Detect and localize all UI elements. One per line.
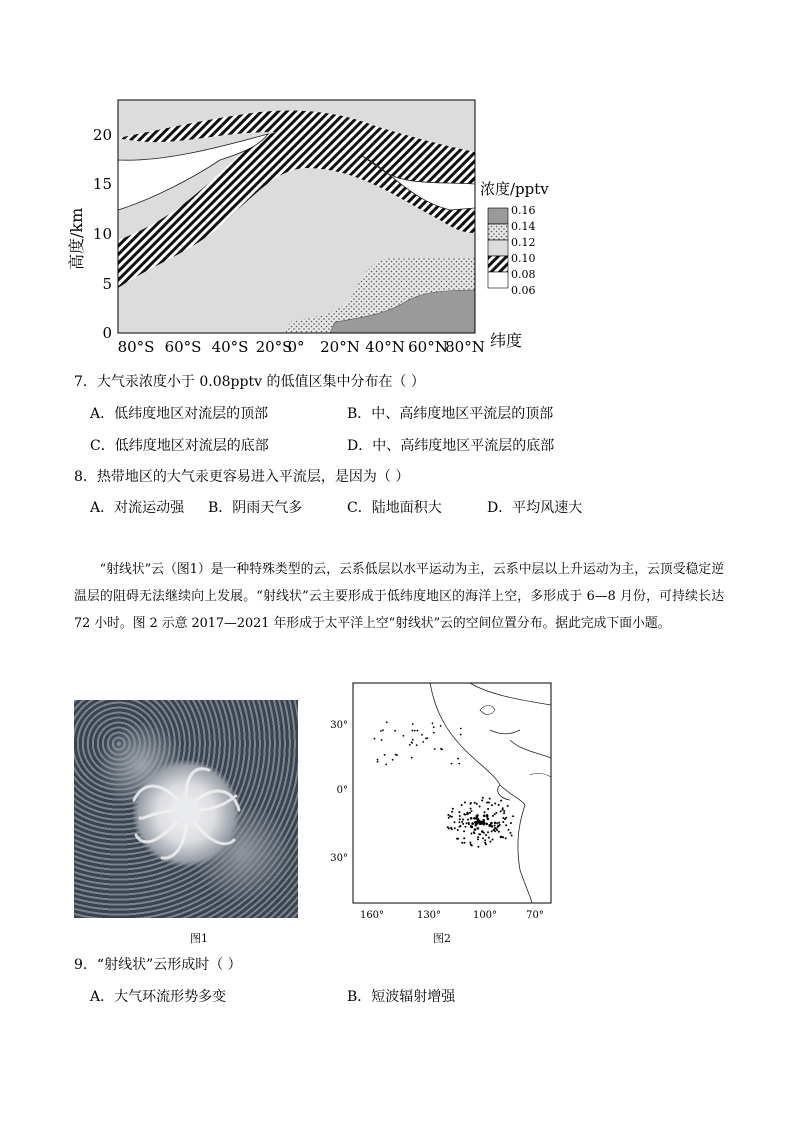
- cloud-point: [460, 825, 462, 827]
- cloud-point: [503, 810, 505, 812]
- legend-value: 0.06: [511, 284, 536, 297]
- cloud-point: [488, 802, 490, 804]
- lon-label: 130°: [416, 910, 442, 921]
- x-axis-label: 纬度: [490, 331, 523, 350]
- cross-section-svg: [60, 90, 580, 360]
- cloud-point: [463, 837, 465, 839]
- cloud-point: [470, 803, 472, 805]
- legend-value: 0.16: [511, 204, 536, 217]
- cloud-point: [466, 822, 468, 824]
- cloud-point: [461, 804, 463, 806]
- cloud-point: [473, 831, 475, 833]
- cloud-point: [510, 822, 512, 824]
- q8-option-b[interactable]: B．阴雨天气多: [208, 500, 303, 516]
- cloud-point: [474, 828, 477, 831]
- cloud-point: [485, 823, 488, 826]
- cloud-point: [467, 819, 469, 821]
- x-tick: 20°S: [255, 338, 293, 356]
- cloud-point: [457, 829, 459, 831]
- cloud-point: [466, 812, 468, 814]
- cloud-point: [492, 815, 494, 817]
- cloud-swirl: [74, 700, 298, 918]
- cloud-point: [490, 841, 492, 843]
- x-tick: 40°S: [211, 338, 249, 356]
- cloud-point: [485, 834, 487, 836]
- cloud-point: [477, 818, 480, 821]
- cloud-point: [485, 843, 487, 845]
- cloud-point: [451, 811, 453, 813]
- fig2-caption: 图2: [433, 932, 451, 945]
- cloud-point: [381, 739, 383, 741]
- cloud-point: [459, 818, 461, 820]
- x-tick: 80°S: [117, 338, 155, 356]
- x-tick: 60°S: [164, 338, 202, 356]
- cloud-point: [395, 754, 397, 756]
- cloud-point: [447, 814, 449, 816]
- cloud-point: [502, 821, 504, 823]
- cloud-point: [493, 829, 495, 831]
- cloud-point: [465, 826, 467, 828]
- cloud-point: [497, 825, 499, 827]
- cloud-point: [459, 815, 461, 817]
- cloud-point: [500, 800, 502, 802]
- cloud-point: [411, 730, 413, 732]
- cloud-point: [490, 822, 493, 825]
- map-svg: [320, 680, 560, 922]
- cloud-point: [433, 732, 435, 734]
- cloud-point: [471, 822, 474, 825]
- cloud-point: [491, 825, 494, 828]
- lat-label: 30°: [330, 720, 348, 731]
- cloud-point: [470, 825, 473, 828]
- cloud-point: [486, 802, 488, 804]
- cloud-point: [500, 810, 502, 812]
- cloud-point: [412, 723, 414, 725]
- cloud-point: [473, 817, 476, 820]
- y-tick: 20: [92, 126, 112, 144]
- cloud-point: [382, 729, 384, 731]
- cloud-point: [462, 819, 464, 821]
- cloud-point: [426, 737, 428, 739]
- cloud-point: [377, 759, 379, 761]
- cloud-point: [458, 763, 460, 765]
- cloud-point: [460, 728, 462, 730]
- lat-labels: [330, 720, 348, 864]
- q8-option-a[interactable]: A．对流运动强: [90, 500, 185, 516]
- q7-option-a[interactable]: A．低纬度地区对流层的顶部: [90, 406, 269, 422]
- cloud-point: [484, 811, 486, 813]
- cloud-point: [457, 838, 459, 840]
- cloud-point: [461, 821, 463, 823]
- cloud-point: [416, 744, 418, 746]
- cloud-point: [458, 821, 460, 823]
- cloud-point: [409, 744, 411, 746]
- x-tick: 0°: [287, 338, 305, 356]
- cloud-point: [460, 734, 462, 736]
- cloud-point: [463, 813, 465, 815]
- cloud-point: [505, 824, 507, 826]
- lon-labels: [360, 910, 544, 921]
- cloud-point: [380, 730, 382, 732]
- cloud-point: [481, 821, 484, 824]
- cloud-point: [470, 808, 472, 810]
- cloud-point: [474, 821, 477, 824]
- q9-option-a[interactable]: A．大气环流形势多变: [90, 989, 227, 1005]
- cloud-point: [486, 814, 489, 817]
- cloud-point: [507, 805, 509, 807]
- cloud-point: [433, 726, 435, 728]
- q7-option-b[interactable]: B．中、高纬度地区平流层的顶部: [347, 406, 554, 422]
- cloud-point: [502, 809, 504, 811]
- cloud-point: [477, 827, 480, 830]
- cloud-point: [482, 797, 484, 799]
- cloud-point: [488, 837, 490, 839]
- cloud-point: [483, 815, 486, 818]
- cloud-point: [432, 723, 434, 725]
- cloud-point: [482, 837, 484, 839]
- cloud-point: [489, 798, 491, 800]
- fig1-caption: 图1: [190, 932, 208, 945]
- x-tick: 20°N: [320, 338, 360, 356]
- cloud-point: [462, 823, 464, 825]
- cloud-point: [461, 842, 463, 844]
- legend-value: 0.08: [511, 268, 536, 281]
- cloud-point: [469, 842, 471, 844]
- cloud-point: [457, 758, 459, 760]
- cloud-point: [502, 817, 504, 819]
- lon-label: 70°: [526, 910, 544, 921]
- mercury-cross-section-figure: [60, 90, 580, 360]
- cloud-point: [491, 804, 493, 806]
- passage-text: “射线状”云（图1）是一种特殊类型的云，云系低层以水平运动为主，云系中层以上升运动为主，云顶受稳定逆温层的阻碍无法继续向上发展。“射线状”云主要形成于低纬度地区的海洋上空，多形成于 6—8 月份，可持续长达 72 小时。图 2 示意 2017—2021 年形成于太平洋上空“射线状”云的空间位置分布。据此完成下面小题。: [74, 562, 724, 631]
- cloud-point: [411, 757, 413, 759]
- cloud-point: [447, 826, 449, 828]
- cloud-point: [377, 761, 379, 763]
- cloud-point: [464, 842, 466, 844]
- legend-value: 0.14: [511, 220, 536, 233]
- legend: [480, 180, 549, 297]
- cloud-point: [500, 836, 502, 838]
- cloud-point: [477, 846, 479, 848]
- cloud-point: [511, 835, 513, 837]
- cloud-point: [421, 734, 423, 736]
- cloud-point: [498, 804, 500, 806]
- q7-option-d[interactable]: D．中、高纬度地区平流层的底部: [347, 438, 555, 454]
- cloud-point: [448, 817, 450, 819]
- cloud-point: [484, 842, 486, 844]
- cloud-point: [477, 838, 479, 840]
- q7-option-c[interactable]: C．低纬度地区对流层的底部: [90, 438, 269, 454]
- q9-option-b[interactable]: B．短波辐射增强: [347, 989, 456, 1005]
- cloud-point: [484, 839, 486, 841]
- cloud-point: [481, 830, 484, 833]
- q8-option-d[interactable]: D．平均风速大: [487, 500, 583, 516]
- x-tick: 40°N: [365, 338, 405, 356]
- cloud-point: [476, 814, 479, 817]
- cloud-point: [450, 827, 452, 829]
- cloud-point: [487, 831, 489, 833]
- y-tick: 5: [102, 275, 112, 293]
- cloud-point: [498, 831, 500, 833]
- cloud-point: [496, 822, 498, 824]
- cloud-point: [505, 837, 507, 839]
- cloud-point: [508, 829, 510, 831]
- lat-label: 0°: [336, 785, 348, 796]
- cloud-point: [463, 830, 465, 832]
- cloud-point: [392, 759, 394, 761]
- cloud-point: [454, 827, 456, 829]
- y-axis-label: 高度/km: [67, 207, 86, 270]
- fig1-satellite-image: [74, 700, 298, 918]
- legend-value: 0.12: [511, 236, 536, 249]
- cloud-point: [498, 822, 500, 824]
- cloud-point: [464, 801, 466, 803]
- cloud-point: [374, 738, 376, 740]
- cloud-point: [489, 824, 492, 827]
- q9-stem: 9．“射线状”云形成时（ ）: [74, 957, 242, 973]
- legend-title: 浓度/pptv: [480, 180, 549, 198]
- cloud-point: [417, 730, 419, 732]
- cloud-point: [470, 817, 473, 820]
- q7-stem: 7．大气汞浓度小于 0.08pptv 的低值区集中分布在（ ）: [74, 374, 425, 390]
- cloud-point: [496, 829, 498, 831]
- cloud-point: [512, 815, 514, 817]
- cloud-point: [494, 803, 496, 805]
- cloud-point: [471, 845, 473, 847]
- lon-label: 100°: [472, 910, 498, 921]
- cloud-point: [412, 739, 414, 741]
- cloud-point: [505, 817, 507, 819]
- cloud-point: [469, 812, 471, 814]
- cloud-point: [451, 763, 453, 765]
- cloud-point: [454, 821, 456, 823]
- cloud-point: [458, 811, 460, 813]
- cloud-point: [495, 812, 497, 814]
- cloud-point: [478, 833, 480, 835]
- cloud-point: [384, 754, 386, 756]
- cloud-point: [477, 836, 479, 838]
- lat-label: 30°: [330, 853, 348, 864]
- x-axis: [118, 338, 485, 356]
- fig2-map: [320, 680, 560, 922]
- y-axis: [93, 126, 112, 342]
- cloud-point: [479, 806, 481, 808]
- cloud-point: [394, 730, 396, 732]
- cloud-point: [440, 725, 442, 727]
- cloud-point: [471, 810, 473, 812]
- cloud-point: [494, 813, 496, 815]
- cloud-point: [440, 748, 442, 750]
- cloud-point: [494, 822, 497, 825]
- cloud-point: [487, 818, 490, 821]
- lon-label: 160°: [359, 910, 385, 921]
- cloud-point: [503, 812, 505, 814]
- x-tick: 80°N: [445, 338, 485, 356]
- y-tick: 0: [102, 324, 112, 342]
- y-tick: 15: [92, 175, 112, 193]
- cloud-point: [476, 803, 478, 805]
- cloud-point: [470, 833, 472, 835]
- cloud-point: [481, 799, 483, 801]
- cloud-point: [411, 741, 413, 743]
- x-tick: 60°N: [408, 338, 448, 356]
- cloud-point: [510, 832, 512, 834]
- y-tick: 10: [92, 225, 112, 243]
- cloud-point: [494, 825, 496, 827]
- q8-stem: 8．热带地区的大气汞更容易进入平流层，是因为（ ）: [74, 469, 410, 485]
- cloud-point: [491, 830, 493, 832]
- cloud-point: [452, 808, 454, 810]
- cloud-point: [492, 839, 494, 841]
- legend-value: 0.10: [511, 252, 536, 265]
- cloud-point: [434, 748, 436, 750]
- cloud-point: [487, 808, 489, 810]
- cloud-point: [468, 823, 470, 825]
- cloud-point: [449, 815, 451, 817]
- cloud-point: [422, 741, 424, 743]
- cloud-point: [414, 730, 416, 732]
- cloud-point: [474, 802, 476, 804]
- cloud-point: [386, 721, 388, 723]
- cloud-point: [403, 735, 405, 737]
- q8-option-c[interactable]: C．陆地面积大: [347, 500, 442, 516]
- cloud-point: [385, 764, 387, 766]
